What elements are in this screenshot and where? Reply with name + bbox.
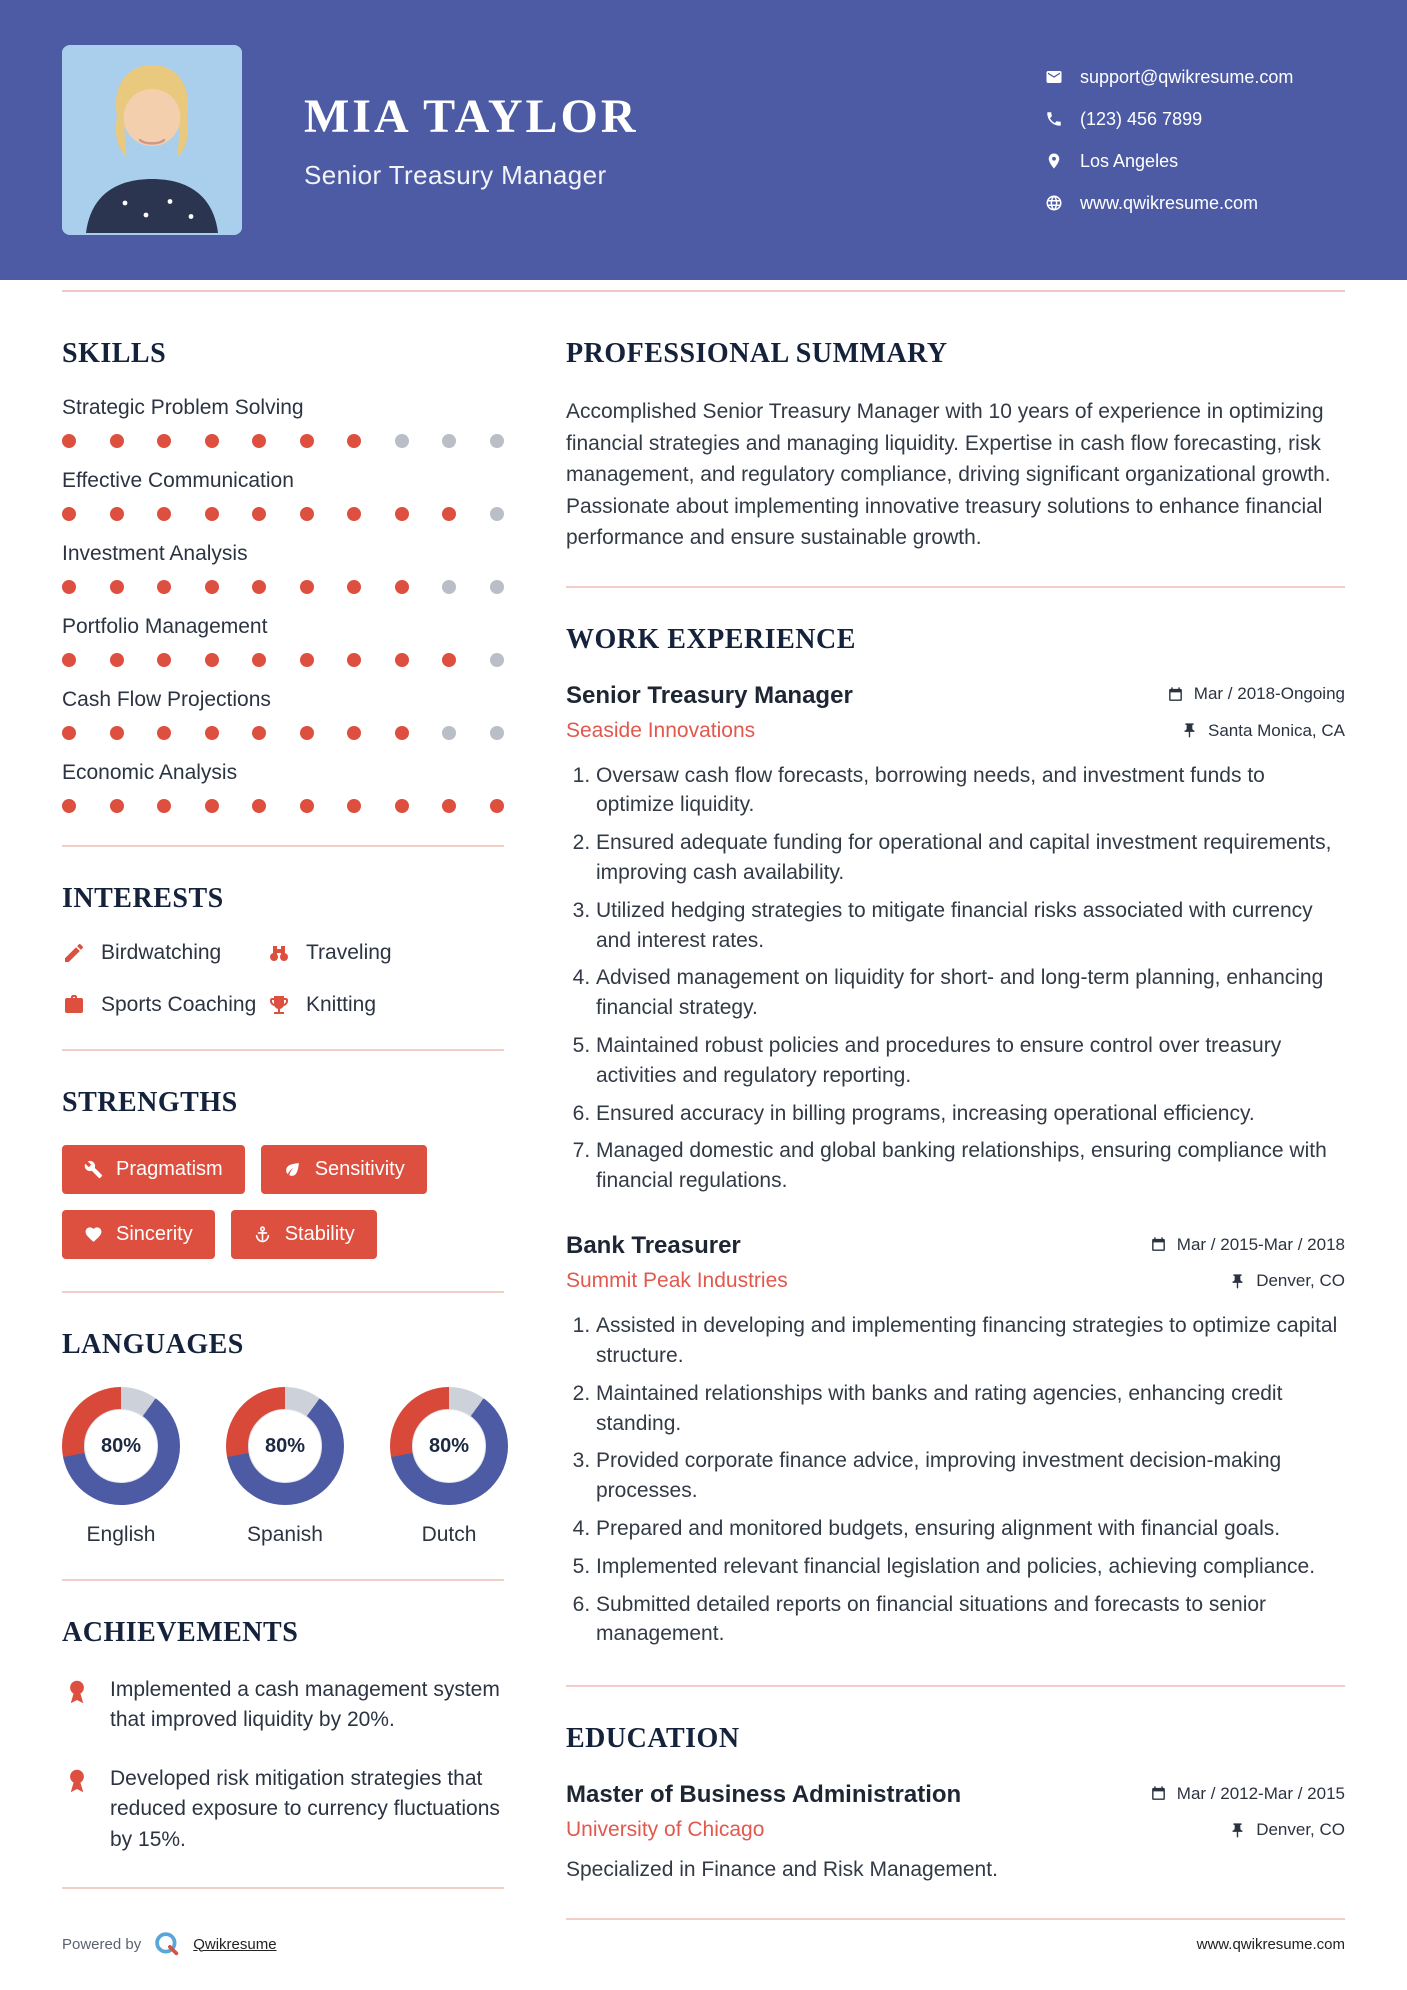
job-location — [1229, 1271, 1345, 1291]
dot-filled — [347, 653, 361, 667]
interest-item — [267, 993, 504, 1017]
skill-rating-dots — [62, 726, 504, 740]
bullet-item: 5. Maintained robust policies and procedures to ensure control over treasury activities and regulatory reporting. — [596, 1031, 1345, 1091]
interests-list — [62, 941, 504, 1017]
main-column — [566, 338, 1345, 1956]
bag-icon — [62, 993, 86, 1017]
job-location — [1181, 721, 1345, 741]
dot-filled — [395, 507, 409, 521]
education-location — [1229, 1820, 1345, 1840]
language-donut-chart — [226, 1387, 344, 1505]
skill-rating-dots — [62, 653, 504, 667]
skill-item — [62, 688, 504, 740]
dot-filled — [347, 507, 361, 521]
pushpin-icon — [1229, 1273, 1246, 1290]
bullet-item: 1. Assisted in developing and implementing financing strategies to optimize capital structure. — [596, 1311, 1345, 1371]
experience-heading: WORK EXPERIENCE — [566, 623, 856, 655]
job-bullets — [570, 1311, 1345, 1649]
skill-label: Investment Analysis — [62, 542, 248, 565]
dot-filled — [62, 726, 76, 740]
strengths-row — [62, 1145, 504, 1194]
summary-heading: PROFESSIONAL SUMMARY — [566, 338, 948, 369]
dot-filled — [252, 799, 266, 813]
interest-label: Birdwatching — [101, 941, 222, 964]
calendar-icon — [1150, 1236, 1167, 1253]
pushpin-icon — [1181, 722, 1198, 739]
job-dates-text: Mar / 2018-Ongoing — [1193, 684, 1345, 703]
contact-block — [1045, 67, 1345, 214]
dot-filled — [347, 434, 361, 448]
job-company: Summit Peak Industries — [566, 1269, 788, 1293]
candidate-title: Senior Treasury Manager — [304, 160, 607, 190]
bullet-item: 4. Prepared and monitored budgets, ensuring alignment with financial goals. — [596, 1514, 1345, 1544]
strength-badge — [62, 1210, 215, 1259]
language-label: Spanish — [247, 1523, 323, 1546]
dot-filled — [300, 434, 314, 448]
achievement-text: Developed risk mitigation strategies that reduced exposure to currency fluctuations by 15%. — [110, 1766, 500, 1851]
dot-filled — [62, 434, 76, 448]
skill-rating-dots — [62, 799, 504, 813]
skill-label: Effective Communication — [62, 469, 294, 492]
dot-filled — [157, 580, 171, 594]
dot-filled — [110, 507, 124, 521]
job-title: Senior Treasury Manager — [566, 681, 853, 709]
dot-empty — [442, 580, 456, 594]
dot-filled — [252, 580, 266, 594]
job-dates-text: Mar / 2015-Mar / 2018 — [1176, 1234, 1345, 1254]
strength-label: Stability — [284, 1223, 355, 1245]
globe-icon — [1045, 194, 1063, 212]
dot-filled — [205, 434, 219, 448]
strength-label: Sensitivity — [314, 1158, 405, 1180]
skill-label: Cash Flow Projections — [62, 688, 271, 711]
section-divider — [62, 1887, 504, 1889]
job-company-row — [566, 1269, 1345, 1293]
dot-empty — [490, 580, 504, 594]
summary-text: Accomplished Senior Treasury Manager with 10 years of experience in optimizing financial strategies and managing liquidity. Expertise in cash flow forecasting, risk management, and regulatory compliance, driving significant organizational growth. Passionate about implementing innovative treasury solutions to enhance financial performance and ensure sustainable growth. — [566, 400, 1331, 549]
strength-label: Sincerity — [116, 1223, 193, 1245]
skill-label: Economic Analysis — [62, 761, 238, 784]
sidebar-column — [62, 338, 504, 1956]
section-divider — [566, 1685, 1345, 1687]
education-title-row — [566, 1781, 1345, 1809]
dot-filled — [300, 580, 314, 594]
interest-item — [62, 993, 267, 1017]
dot-filled — [442, 507, 456, 521]
dot-filled — [157, 726, 171, 740]
dot-filled — [395, 726, 409, 740]
header — [0, 0, 1407, 280]
strengths-row — [62, 1210, 504, 1259]
dot-empty — [395, 434, 409, 448]
bullet-item: 6. Submitted detailed reports on financial situations and forecasts to senior management. — [596, 1590, 1345, 1650]
envelope-icon — [1045, 68, 1063, 86]
language-donut-chart — [62, 1387, 180, 1505]
contact-website-text: www.qwikresume.com — [1080, 192, 1259, 213]
section-divider — [566, 1918, 1345, 1920]
dot-filled — [205, 726, 219, 740]
achievement-item — [62, 1675, 504, 1736]
section-divider — [62, 1049, 504, 1051]
dot-filled — [157, 507, 171, 521]
bullet-item: 4. Advised management on liquidity for short- and long-term planning, enhancing financial strategy. — [596, 963, 1345, 1023]
contact-email-text: support@qwikresume.com — [1080, 66, 1294, 87]
dot-filled — [442, 799, 456, 813]
interests-heading: INTERESTS — [62, 883, 224, 914]
dot-filled — [252, 434, 266, 448]
language-donut-chart — [390, 1387, 508, 1505]
contact-email — [1045, 67, 1345, 88]
achievements-heading: ACHIEVEMENTS — [62, 1617, 299, 1648]
dot-empty — [442, 726, 456, 740]
dot-filled — [395, 799, 409, 813]
job-bullets — [570, 761, 1345, 1197]
dot-filled — [347, 799, 361, 813]
calendar-icon — [1167, 686, 1184, 703]
dot-filled — [252, 507, 266, 521]
bullet-item: 7. Managed domestic and global banking relationships, ensuring compliance with financial regulations. — [596, 1136, 1345, 1196]
achievement-text: Implemented a cash management system that improved liquidity by 20%. — [110, 1678, 500, 1732]
bullet-item: 3. Provided corporate finance advice, improving investment decision-making processes. — [596, 1446, 1345, 1506]
contact-phone — [1045, 109, 1345, 130]
footer-website-text: www.qwikresume.com — [1196, 1935, 1345, 1953]
language-item — [390, 1387, 508, 1547]
achievement-item — [62, 1764, 504, 1855]
strengths-heading: STRENGTHS — [62, 1087, 238, 1118]
bullet-item: 5. Implemented relevant financial legislation and policies, achieving compliance. — [596, 1552, 1345, 1582]
dot-filled — [300, 726, 314, 740]
job-entry — [566, 682, 1345, 1197]
job-company-row — [566, 719, 1345, 743]
pushpin-icon — [1229, 1822, 1246, 1839]
language-percent: 80% — [248, 1409, 322, 1483]
contact-website — [1045, 193, 1345, 214]
section-divider — [62, 845, 504, 847]
trophy-icon — [267, 993, 291, 1017]
education-heading: EDUCATION — [566, 1723, 740, 1755]
skill-item — [62, 761, 504, 813]
dot-filled — [442, 653, 456, 667]
bullet-item: 3. Utilized hedging strategies to mitigate financial risks associated with currency and interest rates. — [596, 896, 1345, 956]
interest-label: Sports Coaching — [101, 993, 257, 1016]
dot-filled — [205, 580, 219, 594]
job-location-text: Denver, CO — [1256, 1271, 1345, 1291]
degree-title: Master of Business Administration — [566, 1781, 962, 1809]
dot-empty — [490, 653, 504, 667]
dot-filled — [157, 799, 171, 813]
interest-label: Traveling — [306, 941, 392, 964]
dot-filled — [205, 507, 219, 521]
skill-label: Portfolio Management — [62, 615, 268, 638]
skill-item — [62, 542, 504, 594]
language-label: English — [86, 1523, 156, 1546]
languages-heading: LANGUAGES — [62, 1329, 244, 1360]
profile-photo-illustration — [62, 45, 242, 235]
job-dates — [1167, 684, 1345, 704]
job-title-row — [566, 682, 1345, 710]
dot-filled — [110, 653, 124, 667]
dot-filled — [347, 726, 361, 740]
strength-badge — [231, 1210, 377, 1259]
dot-filled — [395, 580, 409, 594]
skill-rating-dots — [62, 434, 504, 448]
location-pin-icon — [1045, 152, 1063, 170]
dot-filled — [110, 726, 124, 740]
achievements-list — [62, 1675, 504, 1855]
pen-icon — [62, 941, 86, 965]
dot-filled — [62, 799, 76, 813]
language-item — [62, 1387, 180, 1547]
dot-filled — [110, 434, 124, 448]
qwikresume-logo-icon — [153, 1930, 181, 1958]
dot-empty — [490, 726, 504, 740]
dot-empty — [442, 434, 456, 448]
dot-empty — [490, 434, 504, 448]
dot-filled — [157, 653, 171, 667]
dot-filled — [347, 580, 361, 594]
dot-filled — [157, 434, 171, 448]
job-title: Bank Treasurer — [566, 1232, 741, 1260]
dot-filled — [110, 799, 124, 813]
section-divider — [566, 586, 1345, 588]
interest-label: Knitting — [306, 993, 377, 1016]
wrench-icon — [84, 1160, 103, 1179]
education-entry — [566, 1781, 1345, 1882]
language-percent: 80% — [412, 1409, 486, 1483]
powered-by-label: Powered by — [62, 1935, 142, 1953]
contact-location-text: Los Angeles — [1080, 150, 1179, 171]
dot-filled — [252, 726, 266, 740]
dot-filled — [205, 799, 219, 813]
identity-block — [304, 89, 639, 191]
content-columns — [0, 292, 1407, 1956]
dot-filled — [62, 653, 76, 667]
dot-filled — [252, 653, 266, 667]
language-percent: 80% — [84, 1409, 158, 1483]
skill-label: Strategic Problem Solving — [62, 396, 304, 419]
language-label: Dutch — [421, 1523, 477, 1546]
heart-icon — [84, 1225, 103, 1244]
dot-filled — [205, 653, 219, 667]
dot-filled — [300, 653, 314, 667]
language-item — [226, 1387, 344, 1547]
school-name: University of Chicago — [566, 1818, 765, 1842]
job-title-row — [566, 1232, 1345, 1260]
section-divider — [62, 1579, 504, 1581]
bullet-item: 1. Oversaw cash flow forecasts, borrowing needs, and investment funds to optimize liquidity. — [596, 761, 1345, 821]
dot-empty — [490, 507, 504, 521]
strength-badge — [261, 1145, 427, 1194]
bullet-item: 6. Ensured accuracy in billing programs, increasing operational efficiency. — [596, 1099, 1345, 1129]
anchor-icon — [253, 1225, 272, 1244]
binoculars-icon — [267, 941, 291, 965]
skill-item — [62, 615, 504, 667]
strengths-list — [62, 1145, 504, 1259]
leaf-icon — [283, 1160, 302, 1179]
contact-location — [1045, 151, 1345, 172]
strength-label: Pragmatism — [116, 1158, 223, 1180]
strength-badge — [62, 1145, 245, 1194]
contact-phone-text: (123) 456 7899 — [1080, 108, 1203, 129]
section-divider — [62, 1291, 504, 1293]
calendar-icon — [1150, 1785, 1167, 1802]
skills-heading: SKILLS — [62, 338, 167, 369]
education-dates — [1150, 1784, 1345, 1804]
qwikresume-link[interactable]: Qwikresume — [193, 1935, 277, 1953]
phone-icon — [1045, 110, 1063, 128]
dot-filled — [300, 507, 314, 521]
skills-list — [62, 396, 504, 813]
job-company: Seaside Innovations — [566, 718, 756, 742]
dot-filled — [62, 580, 76, 594]
skill-item — [62, 469, 504, 521]
education-note: Specialized in Finance and Risk Management. — [566, 1858, 998, 1882]
medal-icon — [62, 1766, 92, 1796]
dot-filled — [110, 580, 124, 594]
dot-filled — [395, 653, 409, 667]
dot-filled — [490, 799, 504, 813]
footer — [62, 1930, 1345, 1958]
job-location-text: Santa Monica, CA — [1207, 720, 1345, 740]
dot-filled — [300, 799, 314, 813]
education-school-row — [566, 1818, 1345, 1842]
skill-rating-dots — [62, 507, 504, 521]
skill-rating-dots — [62, 580, 504, 594]
medal-icon — [62, 1677, 92, 1707]
profile-photo — [62, 45, 242, 235]
education-location-text: Denver, CO — [1256, 1820, 1345, 1840]
job-entry — [566, 1232, 1345, 1649]
interest-item — [267, 941, 504, 965]
languages-list — [62, 1387, 504, 1547]
dot-filled — [62, 507, 76, 521]
bullet-item: 2. Ensured adequate funding for operational and capital investment requirements, improving cash availability. — [596, 828, 1345, 888]
interest-item — [62, 941, 267, 965]
bullet-item: 2. Maintained relationships with banks and rating agencies, enhancing credit standing. — [596, 1379, 1345, 1439]
candidate-name: MIA TAYLOR — [304, 90, 639, 143]
skill-item — [62, 396, 504, 448]
job-dates — [1150, 1235, 1345, 1255]
education-dates-text: Mar / 2012-Mar / 2015 — [1176, 1783, 1345, 1803]
